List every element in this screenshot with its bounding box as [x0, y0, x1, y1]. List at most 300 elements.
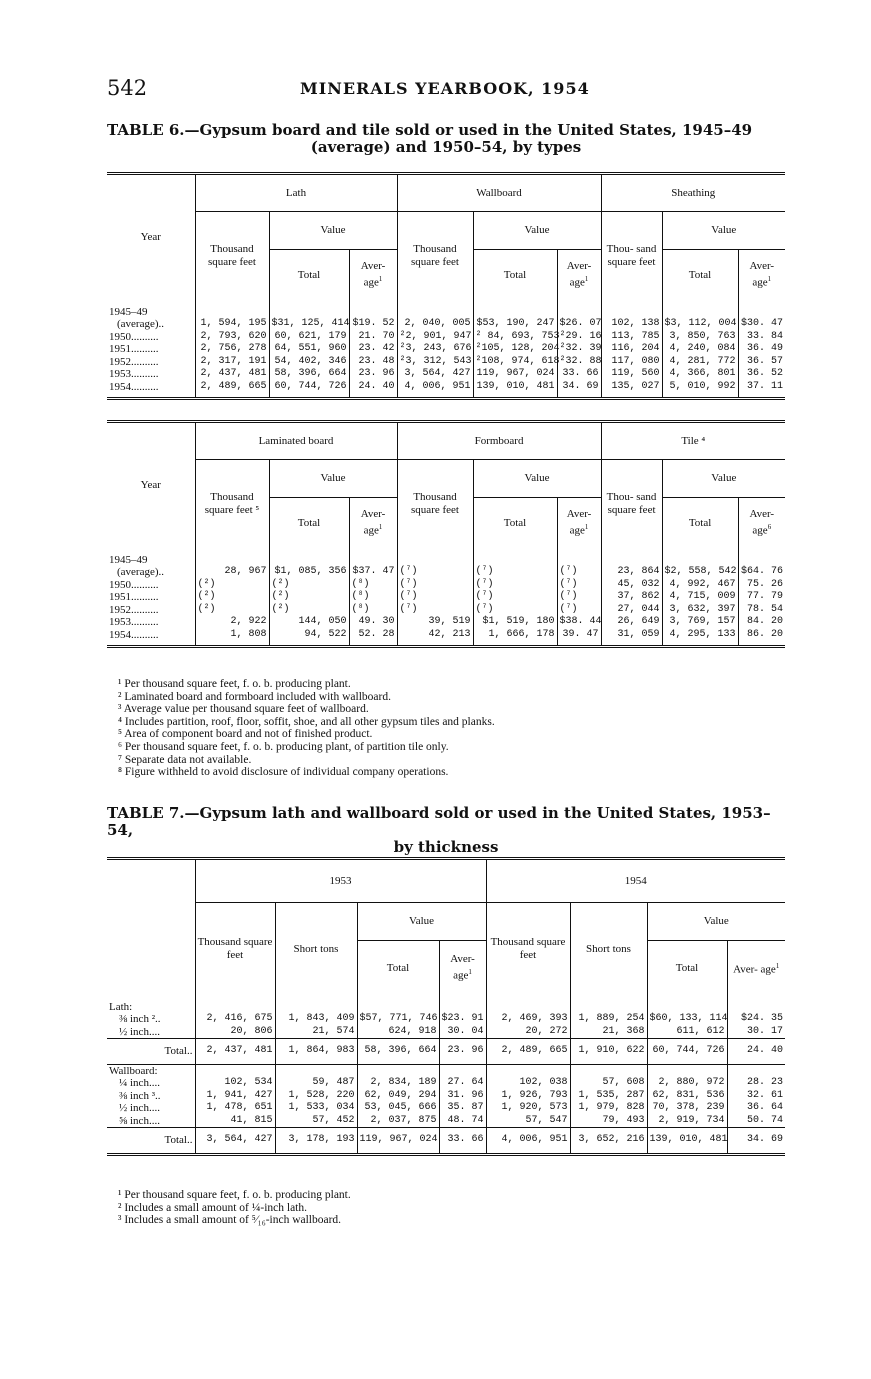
cell-value: 77. 79	[738, 591, 785, 604]
qty-header: Thousand square feet	[397, 212, 473, 300]
table-row	[107, 579, 785, 592]
row-label: Total..	[107, 1039, 195, 1065]
cell-value	[570, 1064, 647, 1077]
total-header: Total	[647, 941, 727, 995]
cell-value: 30. 04	[439, 1026, 486, 1039]
cell-value	[738, 548, 785, 567]
footnote: ¹ Per thousand square feet, f. o. b. producing plant.	[118, 1189, 351, 1201]
cell-value: (⁷)	[397, 591, 473, 604]
row-label: (average)..	[117, 318, 165, 330]
row-label: 1950..........	[109, 578, 159, 591]
cell-value: 2, 880, 972	[647, 1077, 727, 1090]
cell-value: 1, 478, 651	[195, 1102, 275, 1115]
cell-value: 135, 027	[601, 381, 662, 399]
cell-value	[275, 995, 357, 1014]
table-row	[107, 1064, 785, 1077]
cell-value: 31, 059	[601, 629, 662, 647]
qty-header: Thou- sand square feet	[601, 212, 662, 300]
cell-value: 102, 038	[486, 1077, 570, 1090]
cell-value: 119, 560	[601, 368, 662, 381]
avg-header: Aver- age$^1$	[557, 498, 601, 548]
footnote: ² Laminated board and formboard included with wallboard.	[118, 690, 391, 703]
cell-value: 62, 049, 294	[357, 1090, 439, 1103]
table-row	[107, 368, 785, 381]
value-header: Value	[473, 212, 601, 250]
cell-value: 144, 050	[269, 616, 349, 629]
cell-value	[486, 1064, 570, 1077]
cell-value: 3, 632, 397	[662, 604, 738, 617]
avg-header: Aver- age$^1$	[349, 498, 397, 548]
cell-value: 32. 61	[727, 1090, 785, 1103]
cell-value	[570, 995, 647, 1014]
cell-value: (²)	[195, 591, 269, 604]
cell-value: ²108, 974, 618	[473, 356, 557, 369]
cell-value	[557, 548, 601, 567]
cell-value: 2, 756, 278	[195, 343, 269, 356]
cell-value: 4, 295, 133	[662, 629, 738, 647]
cell-value: 3, 769, 157	[662, 616, 738, 629]
total-header: Total	[269, 250, 349, 300]
table-row	[107, 356, 785, 369]
table-row	[107, 1026, 785, 1039]
cell-value: 37. 11	[738, 381, 785, 399]
cell-value: 3, 652, 216	[570, 1128, 647, 1155]
cell-value: 36. 64	[727, 1102, 785, 1115]
row-label: ¼ inch....	[119, 1077, 160, 1089]
avg-header: Aver- age$^1$	[557, 250, 601, 300]
table-row	[107, 629, 785, 647]
qty-header: Thousand square feet	[195, 212, 269, 300]
cell-value: (⁷)	[473, 579, 557, 592]
cell-value: $53, 190, 247	[473, 318, 557, 331]
year-1953-header: 1953	[195, 859, 486, 903]
cell-value: 2, 469, 393	[486, 1013, 570, 1026]
cell-value: $23. 91	[439, 1013, 486, 1026]
cell-value: ²3, 243, 676	[397, 343, 473, 356]
row-label: 1954..........	[107, 381, 195, 399]
cell-value: 57, 547	[486, 1115, 570, 1128]
cell-value: 102, 534	[195, 1077, 275, 1090]
footnote: ¹ Per thousand square feet, f. o. b. producing plant.	[118, 678, 351, 690]
cell-value: (⁷)	[397, 604, 473, 617]
cell-value: 64, 551, 960	[269, 343, 349, 356]
cell-value: 4, 715, 009	[662, 591, 738, 604]
cell-value: 1, 528, 220	[275, 1090, 357, 1103]
cell-value: 1, 533, 034	[275, 1102, 357, 1115]
cell-value: 1, 926, 793	[486, 1090, 570, 1103]
row-label: 1954..........	[107, 629, 195, 647]
row-label: ½ inch....	[119, 1102, 160, 1114]
cell-value: 28. 23	[727, 1077, 785, 1090]
cell-value: $2, 558, 542	[662, 566, 738, 579]
cell-value: (⁷)	[473, 604, 557, 617]
footnote: ⁶ Per thousand square feet, f. o. b. producing plant, of partition tile only.	[118, 740, 449, 753]
cell-value: 24. 40	[727, 1039, 785, 1065]
cell-value: 3, 850, 763	[662, 331, 738, 344]
footnote: ⁷ Separate data not available.	[118, 753, 252, 766]
cell-value: 3, 564, 427	[397, 368, 473, 381]
cell-value: 2, 040, 005	[397, 318, 473, 331]
cell-value: (²)	[195, 579, 269, 592]
cell-value: 21, 574	[275, 1026, 357, 1039]
qty-header: Thousand square feet	[195, 903, 275, 995]
cell-value: 57, 452	[275, 1115, 357, 1128]
value-header: Value	[647, 903, 785, 941]
running-head: MINERALS YEARBOOK, 1954	[300, 79, 590, 98]
cell-value: 2, 416, 675	[195, 1013, 275, 1026]
avg-header: Aver- age$^1$	[439, 941, 486, 995]
cell-value: 27, 044	[601, 604, 662, 617]
cell-value: 78. 54	[738, 604, 785, 617]
cell-value: ² 84, 693, 753	[473, 331, 557, 344]
table-row	[107, 1090, 785, 1103]
cell-value: 5, 010, 992	[662, 381, 738, 399]
row-label: 1950..........	[109, 330, 159, 343]
table-row	[107, 300, 785, 319]
value-header: Value	[662, 460, 785, 498]
table-row	[107, 616, 785, 629]
qty-header: Thousand square feet ⁵	[195, 460, 269, 548]
cell-value: 62, 831, 536	[647, 1090, 727, 1103]
cell-value: 1, 666, 178	[473, 629, 557, 647]
table-row	[107, 381, 785, 399]
cell-value	[269, 548, 349, 567]
cell-value: $1, 519, 180	[473, 616, 557, 629]
cell-value	[738, 300, 785, 319]
cell-value: 54, 402, 346	[269, 356, 349, 369]
cell-value: 26, 649	[601, 616, 662, 629]
cell-value	[397, 300, 473, 319]
cell-value: 1, 843, 409	[275, 1013, 357, 1026]
cell-value: 2, 489, 665	[486, 1039, 570, 1065]
tons-header: Short tons	[275, 903, 357, 995]
cell-value	[195, 1064, 275, 1077]
cell-value	[662, 548, 738, 567]
cell-value: ²105, 128, 204	[473, 343, 557, 356]
cell-value: 33. 84	[738, 331, 785, 344]
cell-value: 41, 815	[195, 1115, 275, 1128]
cell-value: 4, 281, 772	[662, 356, 738, 369]
cell-value: 4, 006, 951	[486, 1128, 570, 1155]
cell-value: $60, 133, 114	[647, 1013, 727, 1026]
cell-value: 60, 744, 726	[647, 1039, 727, 1065]
table-row	[107, 566, 785, 579]
total-header: Total	[269, 498, 349, 548]
cell-value: ²2, 901, 947	[397, 331, 473, 344]
cell-value: 2, 037, 875	[357, 1115, 439, 1128]
cell-value: (⁸)	[349, 591, 397, 604]
year-header: Year	[107, 174, 195, 300]
cell-value: 79, 493	[570, 1115, 647, 1128]
group-header-wallboard: Wallboard	[397, 174, 601, 212]
group-header-sheathing: Sheathing	[601, 174, 785, 212]
cell-value: 58, 396, 664	[357, 1039, 439, 1065]
cell-value: 27. 64	[439, 1077, 486, 1090]
table-row	[107, 1039, 785, 1065]
row-label: 1951..........	[109, 343, 159, 355]
cell-value: 50. 74	[727, 1115, 785, 1128]
cell-value: 75. 26	[738, 579, 785, 592]
table-row	[107, 1102, 785, 1115]
cell-value: 31. 96	[439, 1090, 486, 1103]
cell-value: 84. 20	[738, 616, 785, 629]
table6-part1	[107, 172, 785, 400]
cell-value: 624, 918	[357, 1026, 439, 1039]
cell-value: $31, 125, 414	[269, 318, 349, 331]
table6-footnotes	[118, 678, 495, 779]
row-label: 1945–49	[109, 305, 148, 318]
table-row	[107, 1128, 785, 1155]
cell-value: 21. 70	[349, 331, 397, 344]
cell-value: 48. 74	[439, 1115, 486, 1128]
cell-value	[275, 1064, 357, 1077]
value-header: Value	[473, 460, 601, 498]
cell-value: 116, 204	[601, 343, 662, 356]
year-1954-header: 1954	[486, 859, 785, 903]
cell-value: 2, 317, 191	[195, 356, 269, 369]
cell-value: (⁷)	[557, 566, 601, 579]
cell-value: ²32. 39	[557, 343, 601, 356]
cell-value: ²3, 312, 543	[397, 356, 473, 369]
table7-body	[107, 995, 785, 1155]
cell-value: 3, 178, 193	[275, 1128, 357, 1155]
cell-value: 4, 992, 467	[662, 579, 738, 592]
cell-value	[195, 548, 269, 567]
cell-value	[727, 995, 785, 1014]
row-label: 1953..........	[109, 616, 159, 628]
cell-value: 4, 006, 951	[397, 381, 473, 399]
year-header: Year	[107, 422, 195, 548]
cell-value: (⁷)	[473, 591, 557, 604]
cell-value: 21, 368	[570, 1026, 647, 1039]
cell-value: 1, 979, 828	[570, 1102, 647, 1115]
cell-value: 23. 48	[349, 356, 397, 369]
cell-value: 58, 396, 664	[269, 368, 349, 381]
table-row	[107, 318, 785, 331]
cell-value: 33. 66	[439, 1128, 486, 1155]
cell-value: (⁷)	[397, 579, 473, 592]
tons-header: Short tons	[570, 903, 647, 995]
avg-header: Aver- age$^6$	[738, 498, 785, 548]
cell-value: 1, 920, 573	[486, 1102, 570, 1115]
cell-value: 23. 42	[349, 343, 397, 356]
cell-value	[727, 1064, 785, 1077]
row-label: 1951..........	[109, 591, 159, 603]
cell-value	[557, 300, 601, 319]
cell-value: 23. 96	[439, 1039, 486, 1065]
row-label: Wallboard:	[109, 1064, 158, 1077]
cell-value: 94, 522	[269, 629, 349, 647]
cell-value: 34. 69	[557, 381, 601, 399]
cell-value: 117, 080	[601, 356, 662, 369]
cell-value	[439, 995, 486, 1014]
table-row	[107, 548, 785, 567]
cell-value: 139, 010, 481	[647, 1128, 727, 1155]
group-header-laminated-board: Laminated board	[195, 422, 397, 460]
cell-value: 36. 52	[738, 368, 785, 381]
avg-header: Aver- age$^1$	[738, 250, 785, 300]
cell-value	[357, 995, 439, 1014]
cell-value: (²)	[269, 591, 349, 604]
cell-value: 24. 40	[349, 381, 397, 399]
cell-value: $26. 07	[557, 318, 601, 331]
value-header: Value	[269, 212, 397, 250]
table6-title	[107, 122, 785, 156]
cell-value: 39, 519	[397, 616, 473, 629]
value-header: Value	[662, 212, 785, 250]
cell-value: 113, 785	[601, 331, 662, 344]
cell-value: 1, 808	[195, 629, 269, 647]
footnote: ² Includes a small amount of ¼-inch lath.	[118, 1201, 307, 1214]
cell-value: 611, 612	[647, 1026, 727, 1039]
cell-value: 36. 57	[738, 356, 785, 369]
cell-value: 20, 806	[195, 1026, 275, 1039]
cell-value: $38. 44	[557, 616, 601, 629]
row-label: ½ inch....	[119, 1025, 160, 1038]
table7-title-line1: TABLE 7.—Gypsum lath and wallboard sold or used in the United States, 1953–54,	[107, 804, 771, 839]
cell-value	[349, 300, 397, 319]
cell-value: (⁷)	[557, 591, 601, 604]
row-label: Lath:	[109, 1000, 133, 1013]
cell-value: (⁷)	[397, 566, 473, 579]
cell-value: 42, 213	[397, 629, 473, 647]
cell-value: 49. 30	[349, 616, 397, 629]
cell-value: (²)	[195, 604, 269, 617]
cell-value: (²)	[269, 604, 349, 617]
cell-value	[473, 300, 557, 319]
cell-value: $37. 47	[349, 566, 397, 579]
cell-value: ²32. 88	[557, 356, 601, 369]
cell-value: 33. 66	[557, 368, 601, 381]
cell-value	[195, 300, 269, 319]
cell-value: $24. 35	[727, 1013, 785, 1026]
cell-value: $3, 112, 004	[662, 318, 738, 331]
cell-value: 30. 17	[727, 1026, 785, 1039]
cell-value: 3, 564, 427	[195, 1128, 275, 1155]
cell-value: 1, 889, 254	[570, 1013, 647, 1026]
avg-header: Aver- age$^1$	[349, 250, 397, 300]
cell-value: 1, 910, 622	[570, 1039, 647, 1065]
cell-value: $57, 771, 746	[357, 1013, 439, 1026]
table7	[107, 857, 785, 1156]
cell-value: 36. 49	[738, 343, 785, 356]
cell-value: ²29. 16	[557, 331, 601, 344]
cell-value: 2, 922	[195, 616, 269, 629]
cell-value	[647, 995, 727, 1014]
table-row	[107, 1013, 785, 1026]
cell-value	[647, 1064, 727, 1077]
cell-value: 57, 608	[570, 1077, 647, 1090]
cell-value: $30. 47	[738, 318, 785, 331]
total-header: Total	[473, 498, 557, 548]
cell-value	[601, 548, 662, 567]
qty-header: Thousand square feet	[397, 460, 473, 548]
cell-value: 119, 967, 024	[473, 368, 557, 381]
cell-value	[662, 300, 738, 319]
total-header: Total	[357, 941, 439, 995]
cell-value: 34. 69	[727, 1128, 785, 1155]
cell-value: 28, 967	[195, 566, 269, 579]
cell-value: 2, 437, 481	[195, 368, 269, 381]
table7-title	[107, 805, 785, 856]
cell-value: 1, 941, 427	[195, 1090, 275, 1103]
total-header: Total	[662, 498, 738, 548]
row-label: 1953..........	[109, 368, 159, 380]
row-label: Total..	[107, 1128, 195, 1155]
footnote: ⁵ Area of component board and not of finished product.	[118, 728, 373, 741]
cell-value	[349, 548, 397, 567]
row-label: (average)..	[117, 566, 165, 578]
cell-value: (⁸)	[349, 579, 397, 592]
cell-value: 60, 621, 179	[269, 331, 349, 344]
group-header-lath: Lath	[195, 174, 397, 212]
cell-value: 119, 967, 024	[357, 1128, 439, 1155]
cell-value	[397, 548, 473, 567]
cell-value: $19. 52	[349, 318, 397, 331]
cell-value: 1, 535, 287	[570, 1090, 647, 1103]
cell-value: 37, 862	[601, 591, 662, 604]
footnote: ³ Includes a small amount of ⁵⁄₁₆-inch wallboard.	[118, 1214, 342, 1227]
cell-value	[473, 548, 557, 567]
cell-value: (⁷)	[473, 566, 557, 579]
cell-value	[357, 1064, 439, 1077]
row-label: 1952..........	[109, 603, 159, 616]
table-row	[107, 995, 785, 1014]
table-row	[107, 591, 785, 604]
cell-value: 53, 045, 666	[357, 1102, 439, 1115]
cell-value: 45, 032	[601, 579, 662, 592]
footnote: ³ Average value per thousand square feet of wallboard.	[118, 703, 369, 716]
row-label: ⅜ inch ²..	[119, 1013, 161, 1025]
cell-value: 2, 919, 734	[647, 1115, 727, 1128]
cell-value	[439, 1064, 486, 1077]
group-header-formboard: Formboard	[397, 422, 601, 460]
cell-value: 39. 47	[557, 629, 601, 647]
cell-value	[269, 300, 349, 319]
value-header: Value	[357, 903, 486, 941]
cell-value: (⁷)	[557, 579, 601, 592]
row-label: ⅜ inch ³..	[119, 1089, 161, 1102]
cell-value: 4, 366, 801	[662, 368, 738, 381]
table-row	[107, 343, 785, 356]
page-number: 542	[107, 76, 148, 100]
cell-value: 2, 489, 665	[195, 381, 269, 399]
cell-value: 35. 87	[439, 1102, 486, 1115]
cell-value: 4, 240, 084	[662, 343, 738, 356]
cell-value: 102, 138	[601, 318, 662, 331]
table-row	[107, 1115, 785, 1128]
cell-value: 139, 010, 481	[473, 381, 557, 399]
avg-header: Aver- age$^1$	[727, 941, 785, 995]
total-header: Total	[473, 250, 557, 300]
cell-value: (⁷)	[557, 604, 601, 617]
table7-footnotes	[118, 1189, 351, 1227]
table-row	[107, 331, 785, 344]
cell-value: (²)	[269, 579, 349, 592]
cell-value: 2, 834, 189	[357, 1077, 439, 1090]
cell-value	[486, 995, 570, 1014]
cell-value: 2, 437, 481	[195, 1039, 275, 1065]
cell-value: 52. 28	[349, 629, 397, 647]
cell-value: 23, 864	[601, 566, 662, 579]
cell-value: 60, 744, 726	[269, 381, 349, 399]
cell-value: 59, 487	[275, 1077, 357, 1090]
cell-value: 2, 793, 620	[195, 331, 269, 344]
row-label: 1945–49	[109, 553, 148, 566]
row-label: ⅝ inch....	[119, 1114, 160, 1127]
footnote: ⁸ Figure withheld to avoid disclosure of individual company operations.	[118, 766, 449, 779]
value-header: Value	[269, 460, 397, 498]
